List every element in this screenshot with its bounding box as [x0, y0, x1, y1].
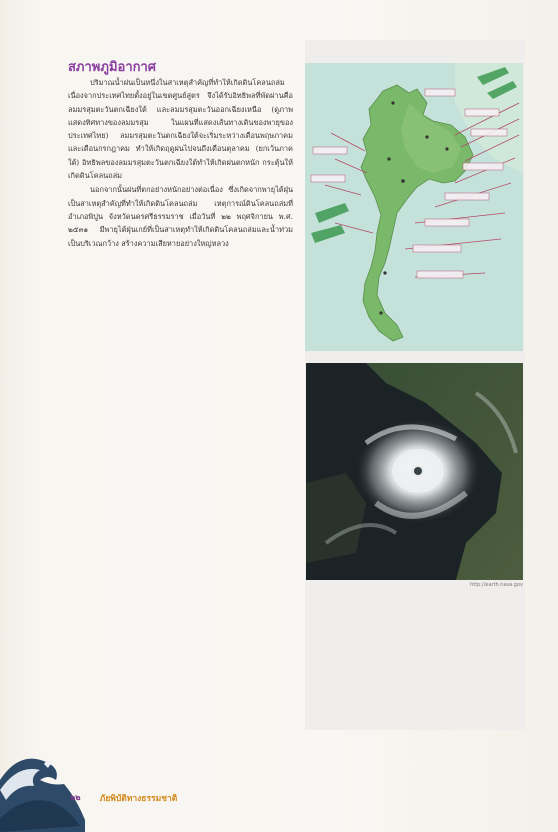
series-title: ภัยพิบัติทางธรรมชาติ — [99, 793, 178, 804]
map-illustration — [305, 63, 523, 351]
thailand-storm-map — [305, 63, 523, 351]
page-footer — [70, 787, 177, 803]
paragraph-1: ปริมาณน้ำฝนเป็นหนึ่งในสาเหตุสำคัญที่ทำให้เกิดดินโคลนถล่ม เนื่องจากประเทศไทยตั้งอยู่ในเขตศูนย์สูตร จึงได้รับอิทธิพลที่พัดผ่านคือลมมรสุมตะวันตกเฉียงใต้ และลมมรสุมตะวันออกเฉียงเหนือ (ดูภาพแสดงทิศทางของลมมรสุม ในแผนที่แสดงเส้นทางเดินของพายุของประเทศไทย) ลมมรสุมตะวันตกเฉียงใต้จะเริ่มระหว่างเดือนพฤษภาคมและเดือนกรกฎาคม ทำให้เกิดฤดูฝนไปจนถึงเดือนตุลาคม (ยกเว้นภาคใต้) อิทธิพลของลมมรสุมตะวันตกเฉียงใต้ทำให้เกิดฝนตกหนัก กระตุ้นให้เกิดดินโคลนถล่ม — [68, 78, 293, 181]
wave-decoration — [0, 740, 85, 832]
image-credit: http://earth.nasa.gov — [470, 582, 523, 588]
typhoon-satellite-image — [306, 363, 523, 580]
section-heading: สภาพภูมิอากาศ — [68, 60, 157, 75]
paragraph-2: นอกจากนั้นฝนที่ตกอย่างหนักอย่างต่อเนื่อง ซึ่งเกิดจากพายุไต้ฝุ่น เป็นสาเหตุสำคัญที่ทำให้เกิดดินโคลนถล่ม เหตุการณ์ดินโคลนถล่มที่อำเภอพิปูน จังหวัดนครศรีธรรมราช เมื่อวันที่ ๒๒ พฤศจิกายน พ.ศ. ๒๕๓๑ มีพายุไต้ฝุ่นเกย์ที่เป็นสาเหตุทำให้เกิดดินโคลนถล่มและน้ำท่วมเป็นบริเวณกว้าง สร้างความเสียหายอย่างใหญ่หลวง — [68, 185, 293, 248]
satellite-illustration — [306, 363, 523, 580]
body-text — [68, 76, 293, 250]
page-number: ๒๒ — [70, 793, 81, 802]
